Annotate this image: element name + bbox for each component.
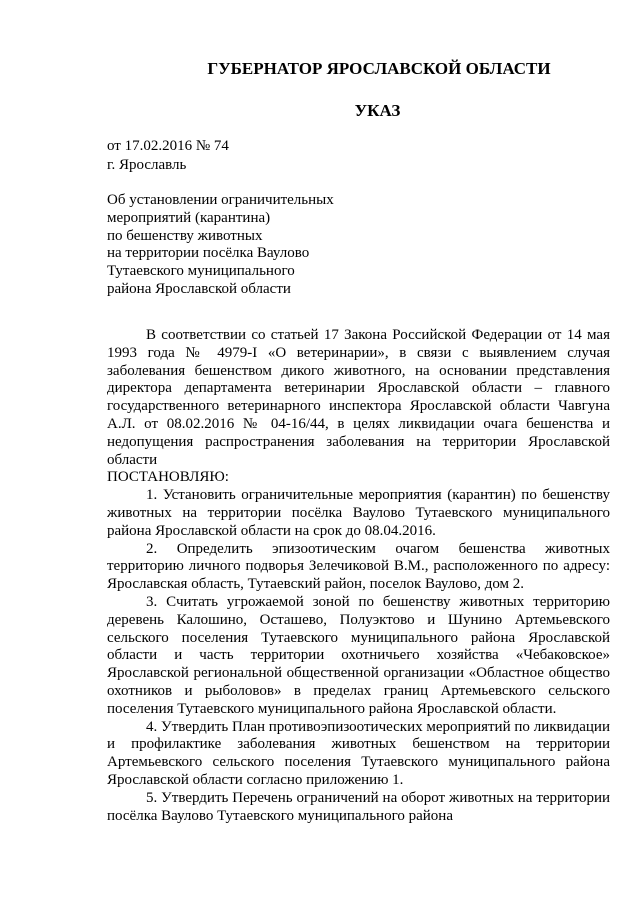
subject-line: мероприятий (карантина) — [107, 209, 271, 226]
decree-word: ПОСТАНОВЛЯЮ: — [107, 469, 229, 486]
document-subject — [107, 192, 334, 299]
subject-line: на территории посёлка Ваулово — [107, 245, 310, 262]
decree-item: 1. Установить ограничительные мероприятия (карантин) по бешенству животных на территории посёлка Ваулово Тутаевского муниципального района Ярославской области на срок до 08.04.2016. — [107, 487, 610, 539]
subject-line: Об установлении ограничительных — [107, 192, 334, 208]
subject-line: района Ярославской области — [107, 280, 291, 297]
decree-item: 3. Считать угрожаемой зоной по бешенству животных территорию деревень Калошино, Осташево, Полуэктово и Шунино Артемьевского сельского поселения Тутаевского муниципального района Ярославской области и часть территории охотничьего хозяйства «Чебаковское» Ярославской региональной общественной организации «Областное общество охотников и рыболовов» в пределах границ Артемьевского сельского поселения Тутаевского муниципального района Ярославской области. — [107, 593, 610, 717]
decree-item: 2. Определить эпизоотическим очагом бешенства животных территорию личного подворья Зелечиковой В.М., расположенного по адресу: Ярославская область, Тутаевский район, поселок Ваулово, дом 2. — [107, 540, 610, 593]
subject-line: по бешенству животных — [107, 227, 263, 244]
document-type-heading: УКАЗ — [354, 101, 401, 120]
decree-item: 4. Утвердить План противоэпизоотических мероприятий по ликвидации и профилактике заболевания животных бешенством на территории Артемьевского сельского поселения Тутаевского муниципального района Ярославской области согласно приложению 1. — [107, 718, 610, 788]
document-date-number: от 17.02.2016 № 74 — [107, 138, 229, 154]
decree-item: 5. Утвердить Перечень ограничений на оборот животных на территории посёлка Ваулово Тутаевского муниципального района — [107, 789, 610, 824]
document-meta — [107, 137, 229, 175]
preamble-paragraph: В соответствии со статьей 17 Закона Российской Федерации от 14 мая 1993 года № 4979-I «О ветеринарии», в связи с выявлением случая заболевания бешенством дикого животного, на основании представления директора департамента ветеринарии Ярославской области – главного государственного ветеринарного инспектора Ярославской области Чавгуна А.Л. от 08.02.2016 № 04-16/44, в целях ликвидации очага бешенства и недопущения распространения заболевания на территории Ярославской области — [107, 327, 610, 468]
issuing-authority-heading: ГУБЕРНАТОР ЯРОСЛАВСКОЙ ОБЛАСТИ — [207, 59, 551, 78]
document-city: г. Ярославль — [107, 157, 187, 173]
document-body — [107, 327, 610, 825]
subject-line: Тутаевского муниципального — [107, 263, 295, 280]
